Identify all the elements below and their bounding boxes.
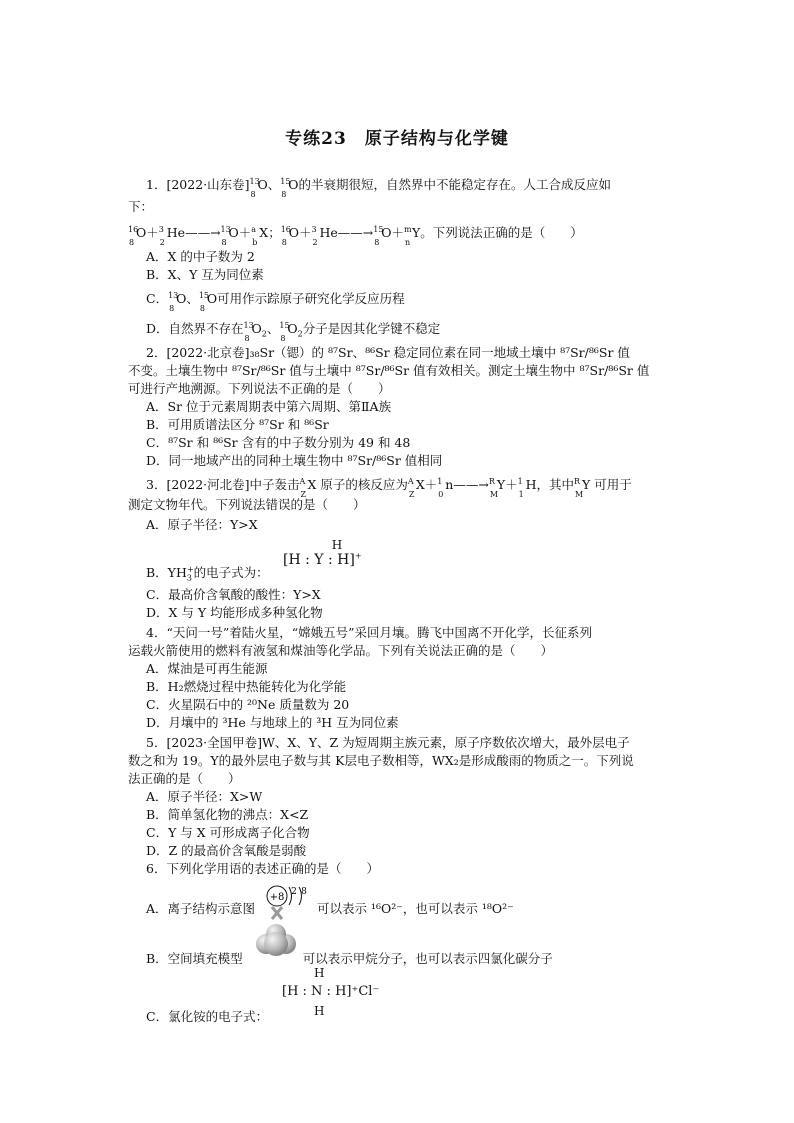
- q3-option-b[interactable]: B．$YH_3^+$的电子式为：: [146, 564, 269, 583]
- nuclide-o13: 13 8: [249, 176, 260, 199]
- shell-2-electrons: 8: [301, 887, 307, 897]
- q2-option-b[interactable]: B．可用质谱法区分 ⁸⁷Sr 和 ⁸⁶Sr: [146, 417, 329, 432]
- q2-stem-line2: 不变。土壤生物中 ⁸⁷Sr/⁸⁶Sr 值与土壤中 ⁸⁷Sr/⁸⁶Sr 值有效相关。测定土壤生物中 ⁸⁷Sr/⁸⁶Sr 值: [128, 363, 650, 378]
- q6-stem: 6．下列化学用语的表述正确的是（ ）: [146, 861, 379, 876]
- q3-option-a[interactable]: A．原子半径：Y>X: [146, 517, 258, 532]
- q2-option-c[interactable]: C．⁸⁷Sr 和 ⁸⁶Sr 含有的中子数分别为 49 和 48: [146, 435, 411, 450]
- q5-option-c[interactable]: C．Y 与 X 可形成离子化合物: [146, 825, 310, 840]
- q4-option-d[interactable]: D．月壤中的 ³He 与地球上的 ³H 互为同位素: [146, 715, 399, 730]
- nh4-top-h: H: [314, 966, 325, 980]
- q4-option-c[interactable]: C．火星陨石中的 ²⁰Ne 质量数为 20: [146, 697, 350, 712]
- q1-option-d[interactable]: D．自然界不存在 13 8 $O_2$、 15 8 $O_2$分子是因其化学键不稳定: [146, 320, 441, 343]
- q3-option-d[interactable]: D．X 与 Y 均能形成多种氢化物: [146, 605, 323, 620]
- q3-electron-formula: [H : Y : H]+: [283, 551, 362, 568]
- q5-stem-line1: 5．[2023·全国甲卷]W、X、Y、Z 为短周期主族元素，原子序数依次增大，最外层电子: [146, 735, 630, 750]
- q1-source: 1．[2022·山东卷]: [146, 177, 250, 192]
- q1-equations: 16 8 O＋ 3 2 He——→ 13 8 O＋ a b X； 16 8 O＋ 3 2 He——→ 15 8 O＋ m n Y。下列说法正确的是（ ）: [128, 224, 583, 247]
- reaction-arrow: ——→: [185, 225, 221, 240]
- q4-stem-line2: 运载火箭使用的燃料有液氢和煤油等化学品。下列有关说法正确的是（ ）: [128, 643, 554, 658]
- q5-option-d[interactable]: D．Z 的最高价含氧酸是弱酸: [146, 843, 307, 858]
- q4-stem-line1: 4．“天问一号”着陆火星，“嫦娥五号”采回月壤。腾飞中国离不开化学，长征系列: [146, 625, 593, 640]
- q3-electron-formula-top-h: H: [331, 538, 343, 552]
- nh4-bottom-h: H: [314, 1004, 325, 1018]
- nh4cl-electron-formula: [H : N : H]⁺Cl⁻: [282, 984, 380, 999]
- q1-option-c[interactable]: C． 13 8 O、 15 8 O可用作示踪原子研究化学反应历程: [146, 290, 405, 313]
- q2-option-a[interactable]: A．Sr 位于元素周期表中第六周期、第ⅡA族: [146, 399, 392, 414]
- q1-option-a[interactable]: A．X 的中子数为 2: [146, 249, 255, 264]
- q1-stem-line1: 1．[2022·山东卷] 13 8 O、 15 8 O的半衰期很短，自然界中不能稳定存在。人工合成反应如: [146, 176, 611, 199]
- q5-stem-line2: 数之和为 19。Y的最外层电子数与其 K层电子数相等，WX₂是形成酸雨的物质之一。下列说: [128, 753, 634, 768]
- q1-option-b[interactable]: B．X、Y 互为同位素: [146, 267, 264, 282]
- nuclide-o15: 15 8: [280, 176, 291, 199]
- q5-option-a[interactable]: A．原子半径：X>W: [146, 789, 263, 804]
- q2-stem-line1: 2．[2022·北京卷]₃₈Sr（锶）的 ⁸⁷Sr、⁸⁶Sr 稳定同位素在同一地域土壤中 ⁸⁷Sr/⁸⁶Sr 值: [146, 345, 630, 360]
- q4-option-b[interactable]: B．H₂燃烧过程中热能转化为化学能: [146, 679, 347, 694]
- q5-option-b[interactable]: B．简单氢化物的沸点：X<Z: [146, 807, 309, 822]
- q3-stem-line2: 测定文物年代。下列说法错误的是（ ）: [128, 497, 366, 512]
- q1-stem-line2: 下：: [128, 199, 154, 214]
- nucleus-charge: +8: [269, 892, 285, 903]
- page-title: 专练23 原子结构与化学键: [285, 129, 509, 149]
- q3-option-c[interactable]: C．最高价含氧酸的酸性：Y>X: [146, 587, 321, 602]
- q2-stem-line3: 可进行产地溯源。下列说法不正确的是（ ）: [128, 381, 391, 396]
- shell-1-electrons: 2: [291, 887, 297, 897]
- reaction-arrow: ——→: [337, 225, 374, 240]
- q6-option-a[interactable]: A．离子结构示意图 可以表示 ¹⁶O²⁻，也可以表示 ¹⁸O²⁻: [146, 901, 514, 916]
- q4-option-a[interactable]: A．煤油是可再生能源: [146, 661, 268, 676]
- q3-stem-line1: 3．[2022·河北卷]中子轰击 A Z X 原子的核反应为 A Z X＋ 1 0 n——→ R M Y＋ 1 1 H，其中 R M Y 可用于: [146, 476, 632, 499]
- q2-option-d[interactable]: D．同一地域产出的同种土壤生物中 ⁸⁷Sr/⁸⁶Sr 值相同: [146, 453, 443, 468]
- q5-stem-line3: 法正确的是（ ）: [128, 771, 241, 786]
- q6-option-c[interactable]: C．氯化铵的电子式：: [146, 1009, 269, 1024]
- q6-option-b[interactable]: B．空间填充模型 可以表示甲烷分子，也可以表示四氯化碳分子: [146, 951, 553, 966]
